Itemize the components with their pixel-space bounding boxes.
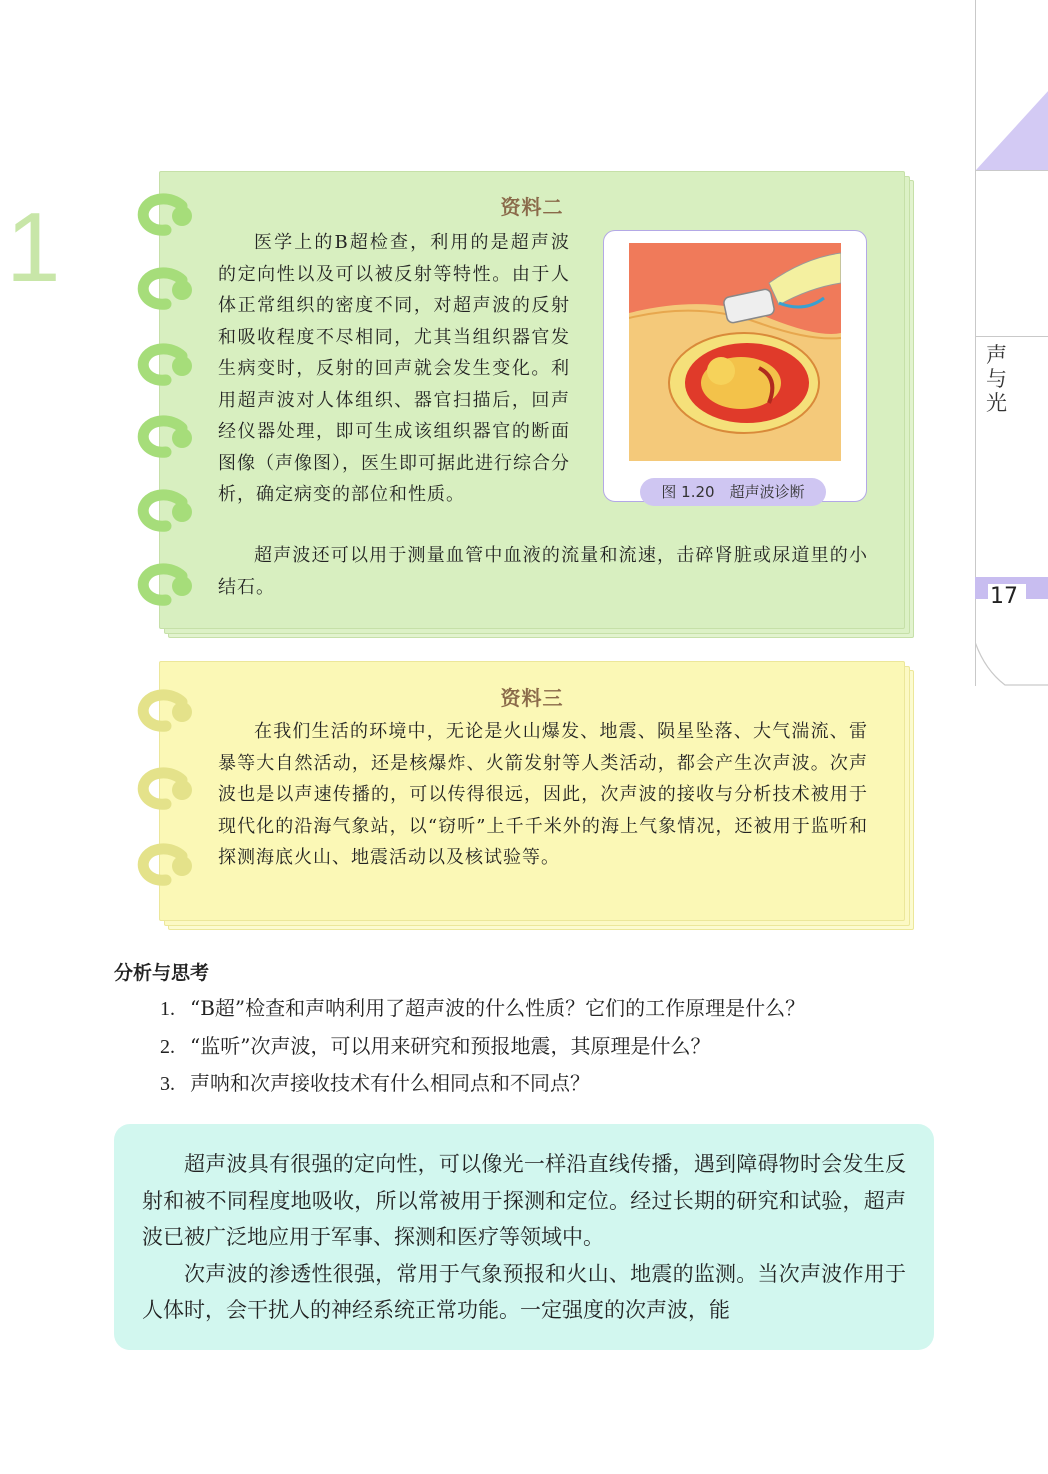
binder-ring-icon xyxy=(136,560,196,606)
tab-divider xyxy=(976,170,1048,171)
binder-ring-icon xyxy=(136,686,196,732)
summary-paragraph: 超声波具有很强的定向性，可以像光一样沿直线传播，遇到障碍物时会发生反射和被不同程度地吸收，所以常被用于探测和定位。经过长期的研究和试验，超声波已被广泛地应用于军事、探测和医疗等领域中。 xyxy=(142,1152,906,1249)
material-three-title: 资料三 xyxy=(500,686,564,710)
summary-paragraph: 次声波的渗透性很强，常用于气象预报和火山、地震的监测。当次声波作用于人体时，会干扰人的神经系统正常功能。一定强度的次声波，能 xyxy=(142,1261,906,1322)
question-item: 1. “B超”检查和声呐利用了超声波的什么性质？它们的工作原理是什么？ xyxy=(160,996,806,1020)
material-two-paragraph: 医学上的B超检查，利用的是超声波的定向性以及可以被反射等特性。由于人体正常组织的密度不同，对超声波的反射和吸收程度不尽相同，尤其当组织器官发生病变时，反射的回声就会发生变化。利用超声波对人体组织、器官扫描后，回声经仪器处理，即可生成该组织器官的断面图像（声像图），医生即可据此进行综合分析，确定病变的部位和性质。 xyxy=(218,232,570,505)
summary-text xyxy=(142,1146,906,1329)
binder-ring-icon xyxy=(136,840,196,886)
figure-caption: 图 1.20 超声波诊断 xyxy=(640,478,826,506)
binder-ring-icon xyxy=(136,764,196,810)
material-two-body-continued xyxy=(218,540,868,603)
summary-box xyxy=(114,1124,934,1350)
question-item: 3. 声呐和次声接收技术有什么相同点和不同点？ xyxy=(160,1071,590,1095)
material-three-paragraph: 在我们生活的环境中，无论是火山爆发、地震、陨星坠落、大气湍流、雷暴等大自然活动，还是核爆炸、火箭发射等人类活动，都会产生次声波。次声波也是以声速传播的，可以传得很远，因此，次声波的接收与分析技术被用于现代化的沿海气象站，以“窃听”上千千米外的海上气象情况，还被用于监听和探测海底火山、地震活动以及核试验等。 xyxy=(218,721,868,868)
binder-ring-icon xyxy=(136,264,196,310)
chapter-title: 声与光 xyxy=(986,343,1007,415)
binder-ring-icon xyxy=(136,486,196,532)
tab-triangle-decoration xyxy=(976,90,1048,170)
ultrasound-illustration xyxy=(629,243,841,461)
binder-ring-icon xyxy=(136,190,196,236)
figure-frame xyxy=(603,230,867,502)
binder-ring-icon xyxy=(136,340,196,386)
material-two-paragraph: 超声波还可以用于测量血管中血液的流量和流速，击碎肾脏或尿道里的小结石。 xyxy=(218,545,868,598)
chapter-number: 1 xyxy=(6,192,61,302)
question-item: 2. “监听”次声波，可以用来研究和预报地震，其原理是什么？ xyxy=(160,1033,711,1058)
tab-bottom-edge xyxy=(975,640,1048,686)
material-two-body xyxy=(218,227,570,511)
page-number: 17 xyxy=(988,584,1026,610)
question-list xyxy=(160,990,805,1103)
tab-divider xyxy=(976,336,1048,337)
material-two-title: 资料二 xyxy=(500,195,564,219)
binder-ring-icon xyxy=(136,412,196,458)
analysis-title: 分析与思考 xyxy=(114,962,210,984)
material-three-body xyxy=(218,716,868,874)
